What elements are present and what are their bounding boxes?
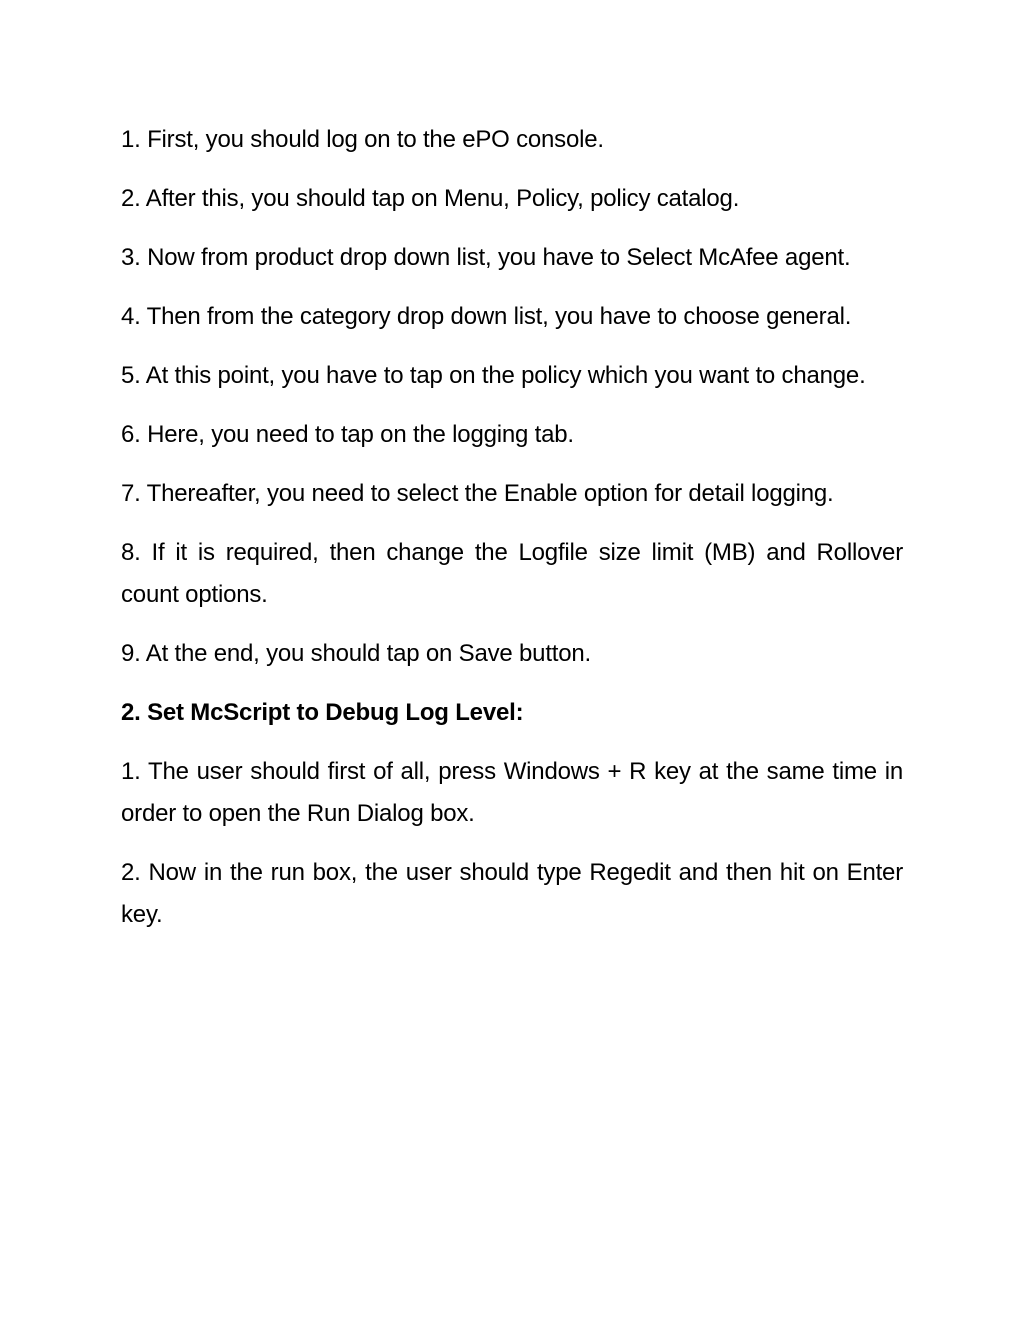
step-paragraph: 1. The user should first of all, press Windows + R key at the same time in order to open the Run Dialog box.: [121, 758, 903, 827]
step-paragraph: 7. Thereafter, you need to select the Enable option for detail logging.: [121, 480, 834, 507]
step-paragraph: 3. Now from product drop down list, you have to Select McAfee agent.: [121, 244, 851, 271]
step-paragraph: 2. After this, you should tap on Menu, Policy, policy catalog.: [121, 185, 740, 212]
document-page: [121, 119, 903, 936]
step-paragraph: 4. Then from the category drop down list, you have to choose general.: [121, 303, 852, 330]
step-paragraph: 9. At the end, you should tap on Save button.: [121, 640, 592, 667]
step-paragraph: 5. At this point, you have to tap on the policy which you want to change.: [121, 362, 866, 389]
step-paragraph: 2. Now in the run box, the user should type Regedit and then hit on Enter key.: [121, 859, 903, 928]
section-heading: 2. Set McScript to Debug Log Level:: [121, 699, 524, 726]
step-paragraph: 8. If it is required, then change the Logfile size limit (MB) and Rollover count options.: [121, 539, 903, 608]
step-paragraph: 6. Here, you need to tap on the logging tab.: [121, 421, 574, 448]
step-paragraph: 1. First, you should log on to the ePO console.: [121, 126, 604, 153]
